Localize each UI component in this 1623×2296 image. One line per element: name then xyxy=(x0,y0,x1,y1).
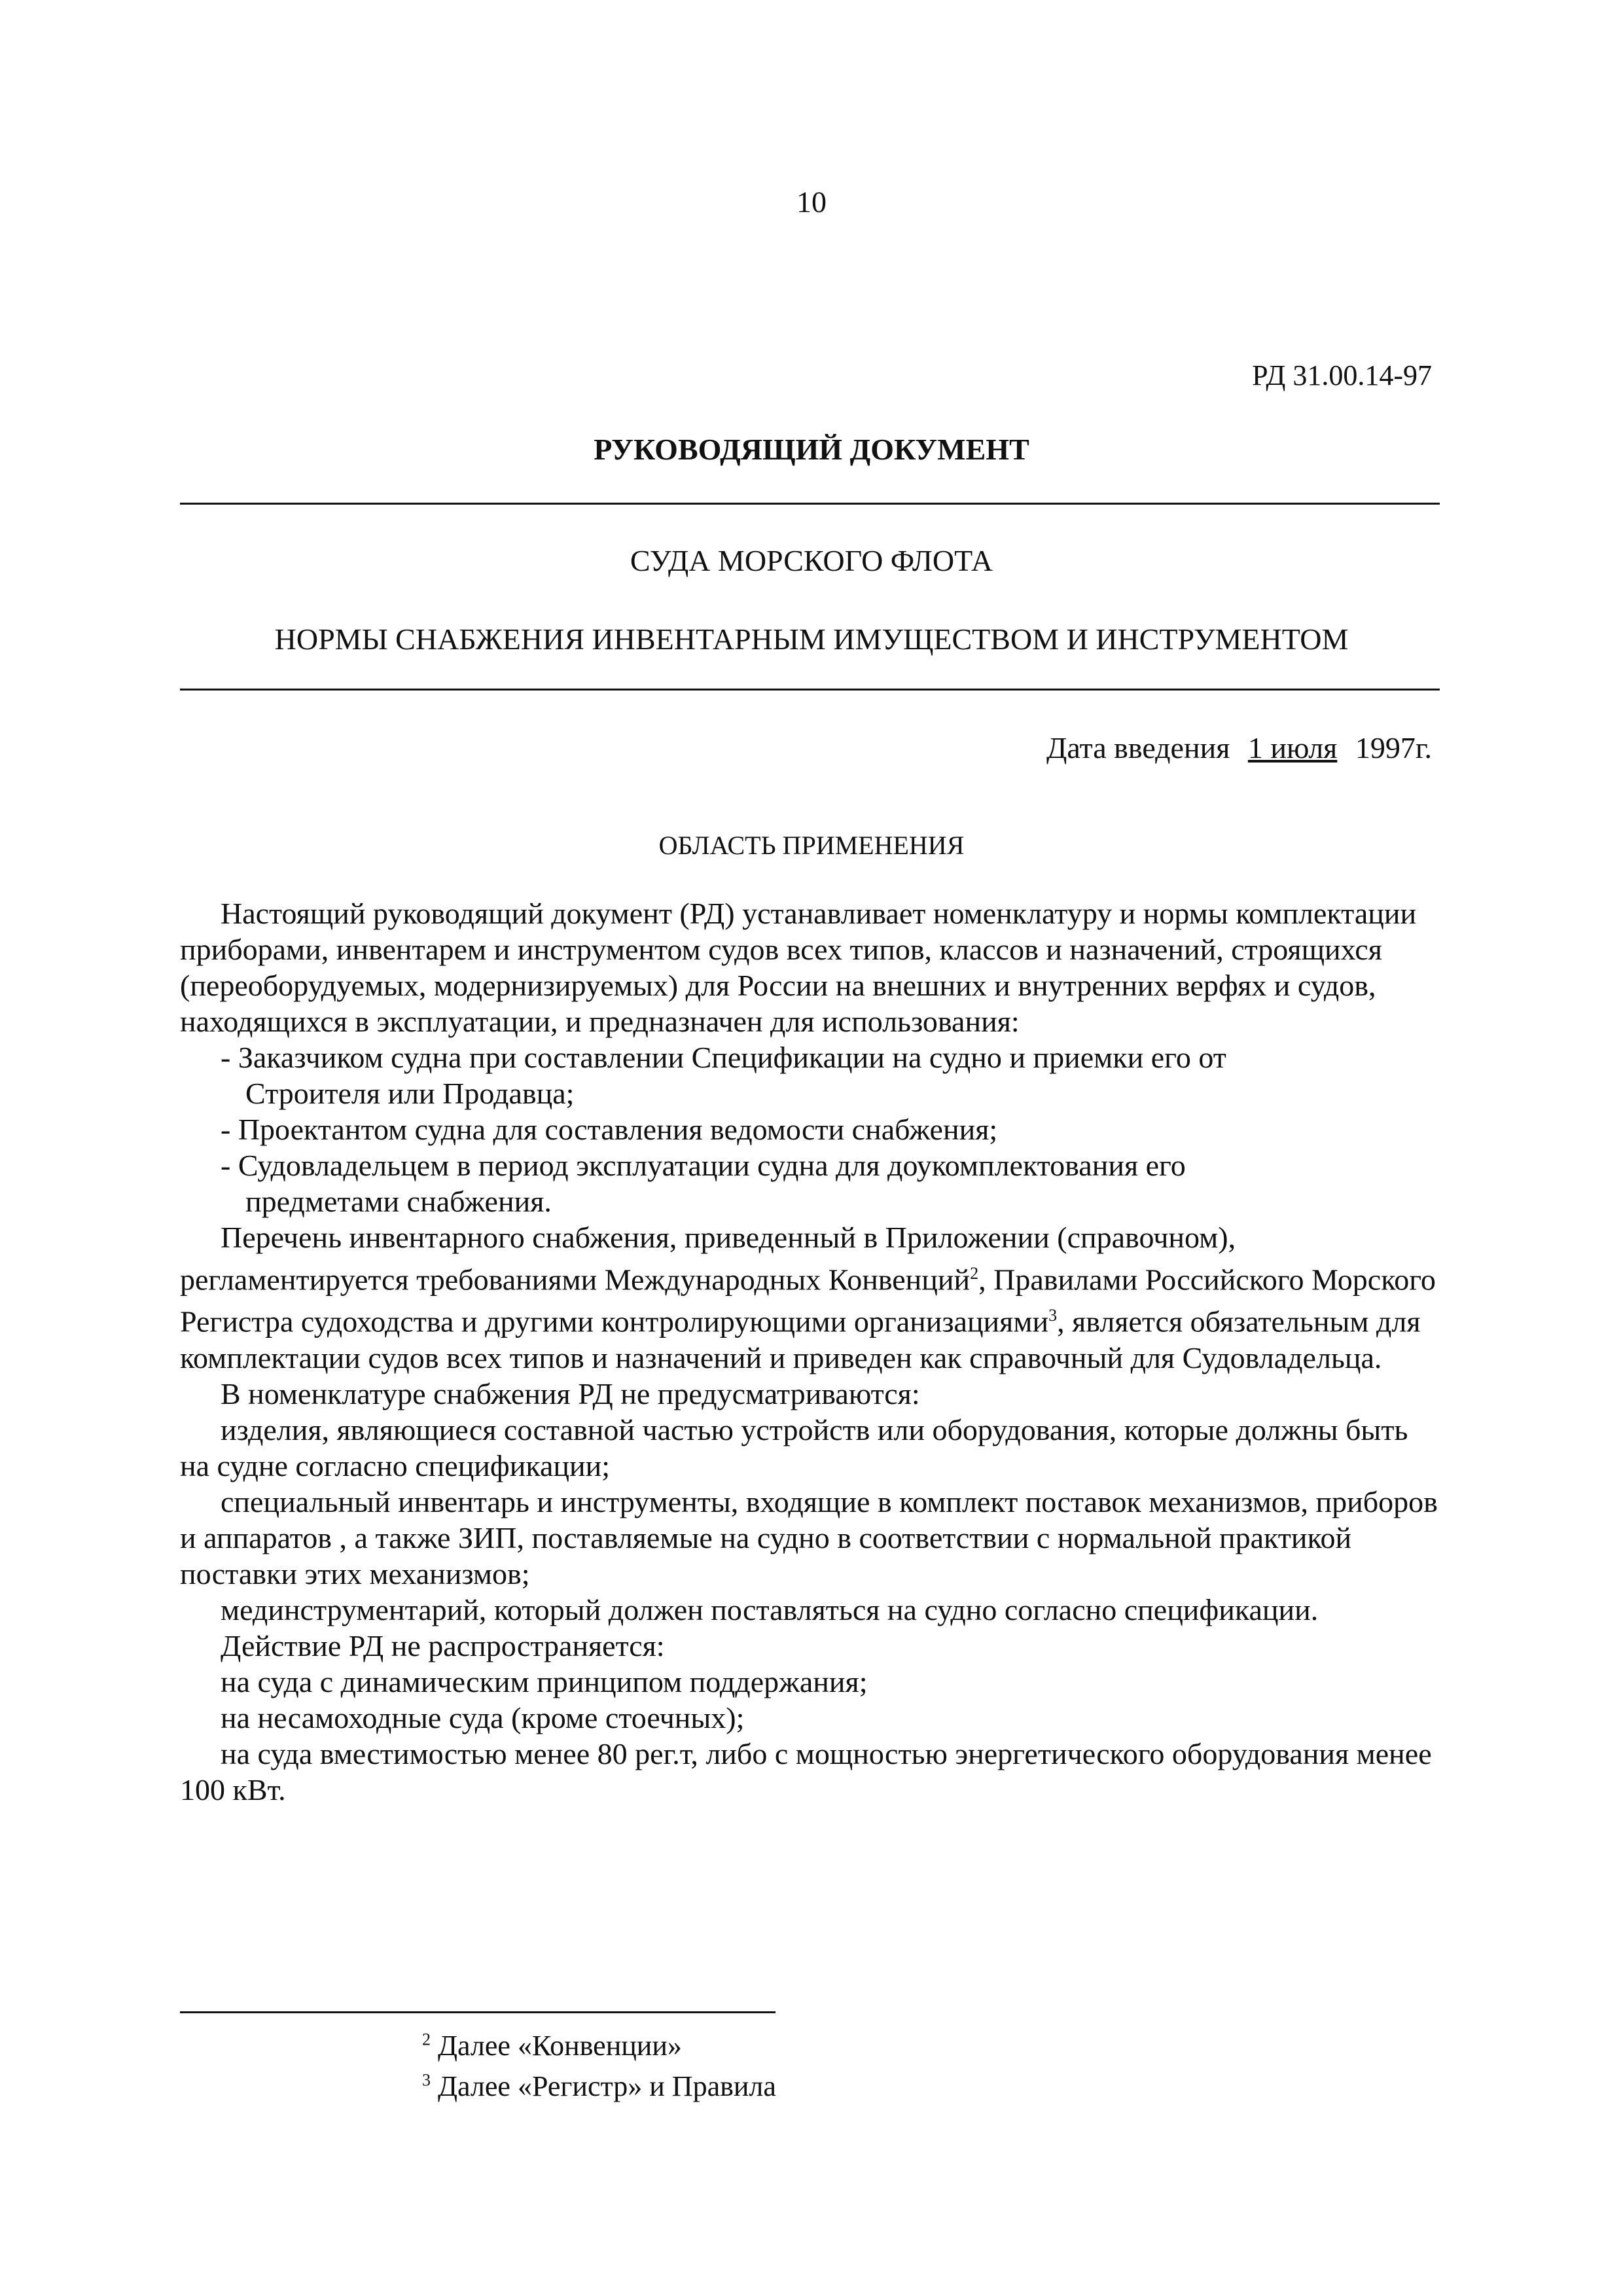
title-line-2: НОРМЫ СНАБЖЕНИЯ ИНВЕНТАРНЫМ ИМУЩЕСТВОМ И ИНСТРУМЕНТОМ xyxy=(274,622,1349,656)
paragraph-non-self-propelled: на несамоходные суда (кроме стоечных); xyxy=(221,1700,745,1734)
paragraph-inventory-list xyxy=(180,1219,1443,1376)
list-item-customer: - Заказчиком судна при составлении Спецификации на судно и приемки его от xyxy=(221,1041,1226,1074)
paragraph-inventory-part2: , Правилами Российского Морского Регистра судоходства и другими контролирующими организациями xyxy=(180,1263,1436,1338)
footnote-divider xyxy=(180,2011,776,2013)
footnote-2-mark: 2 xyxy=(422,2030,431,2049)
paragraph-dynamic-support: на суда с динамическим принципом поддержания; xyxy=(221,1664,868,1698)
paragraph-not-applicable: Действие РД не распространяется: xyxy=(221,1628,665,1662)
list-item-owner-cont: предметами снабжения. xyxy=(245,1185,552,1218)
introduction-date-year: 1997г. xyxy=(1355,731,1432,764)
list-item-customer-cont: Строителя или Продавца; xyxy=(245,1077,575,1110)
paragraph-components: изделия, являющиеся составной частью устройств или оборудования, которые должны быть на судне согласно спецификации; xyxy=(180,1412,1408,1482)
footnote-2-text: Далее «Конвенции» xyxy=(438,2030,682,2062)
paragraph-special-tools: специальный инвентарь и инструменты, входящие в комплект поставок механизмов, приборов и аппаратов , а также ЗИП, поставляемые на судно в соответствии с нормальной практикой поставки этих механизмов; xyxy=(180,1484,1438,1590)
section-title: ОБЛАСТЬ ПРИМЕНЕНИЯ xyxy=(658,831,965,860)
paragraph-not-included: В номенклатуре снабжения РД не предусматриваются: xyxy=(221,1376,920,1410)
footnote-ref-2: 2 xyxy=(970,1264,979,1283)
footnote-ref-3: 3 xyxy=(1048,1306,1058,1325)
introduction-date-day-month: 1 июля xyxy=(1247,731,1338,764)
document-id: РД 31.00.14-97 xyxy=(1252,359,1432,391)
footnote-3 xyxy=(422,2070,776,2103)
introduction-date-label: Дата введения xyxy=(1046,731,1230,764)
introduction-date xyxy=(1046,730,1432,765)
paragraph-inventory-part1: Перечень инвентарного снабжения, приведенный в Приложении (справочном), регламентируется требованиями Международных Конвенций xyxy=(180,1221,1236,1297)
document-type-heading: РУКОВОДЯЩИЙ ДОКУМЕНТ xyxy=(594,433,1029,466)
title-line-1: СУДА МОРСКОГО ФЛОТА xyxy=(630,544,993,577)
paragraph-medical-tools: мединструментарий, который должен поставляться на судно согласно спецификации. xyxy=(221,1592,1319,1626)
page-number: 10 xyxy=(796,185,827,219)
paragraph-inventory-part3: , является обязательным для комплектации судов всех типов и назначений и приведен как справочный для Судовладельца. xyxy=(180,1304,1421,1374)
list-item-owner: - Судовладельцем в период эксплуатации судна для доукомплектования его xyxy=(221,1149,1186,1182)
bottom-divider xyxy=(180,689,1440,691)
document-body xyxy=(180,895,1443,1808)
list-item-designer: - Проектантом судна для составления ведомости снабжения; xyxy=(221,1113,998,1146)
footnote-2 xyxy=(422,2029,682,2062)
paragraph-small-vessels: на суда вместимостью менее 80 рег.т, либо с мощностью энергетического оборудования менее 100 кВт. xyxy=(180,1736,1432,1806)
top-divider xyxy=(180,503,1440,505)
paragraph-scope: Настоящий руководящий документ (РД) устанавливает номенклатуру и нормы комплектации приборами, инвентарем и инструментом судов всех типов, классов и назначений, строящихся (переоборудуемых, модернизируемых) для России на внешних и внутренних верфях и судов, находящихся в эксплуатации, и предназначен для использования: xyxy=(180,897,1417,1038)
footnote-3-text: Далее «Регистр» и Правила xyxy=(438,2070,776,2102)
footnote-3-mark: 3 xyxy=(422,2070,431,2090)
